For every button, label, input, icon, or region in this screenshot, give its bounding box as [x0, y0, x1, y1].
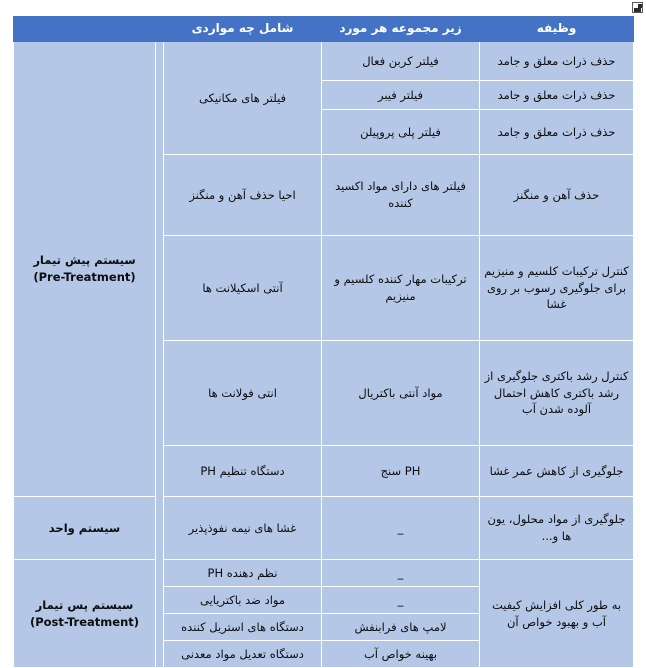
header-subset: زیر مجموعه هر مورد	[322, 17, 480, 42]
cell-function: حذف ذرات معلق و جامد	[480, 110, 634, 155]
table-row	[14, 42, 634, 81]
category-label-fa: سیستم پس تیمار	[35, 597, 134, 612]
table-row	[14, 497, 634, 560]
cell-subset: فیلتر فیبر	[322, 81, 480, 110]
cell-function: به طور کلی افزایش کیفیت آب و بهبود خواص آن	[480, 560, 634, 668]
cell-includes: دستگاه های استریل کننده	[164, 614, 322, 641]
cell-subset: مواد آنتی باکتریال	[322, 341, 480, 446]
category-label-en: (Post-Treatment)	[29, 614, 140, 629]
category-label-fa: سیستم پیش تیمار	[33, 253, 136, 268]
header-includes: شامل چه مواردی	[164, 17, 322, 42]
resize-anchor-icon[interactable]	[632, 2, 643, 13]
cell-includes: احیا حذف آهن و منگنز	[164, 155, 322, 236]
table-row	[14, 560, 634, 587]
gap-column	[156, 42, 164, 668]
category-pre-treatment	[14, 42, 156, 497]
cell-subset: فیلتر پلی پروپیلن	[322, 110, 480, 155]
cell-includes: آنتی اسکیلانت ها	[164, 236, 322, 341]
category-unit-system	[14, 497, 156, 560]
cell-subset: لامپ های فرابنفش	[322, 614, 480, 641]
header-category	[14, 17, 156, 42]
header-function: وظیفه	[480, 17, 634, 42]
cell-includes: فیلتر های مکانیکی	[164, 42, 322, 155]
cell-function: حذف ذرات معلق و جامد	[480, 42, 634, 81]
cell-includes: انتی فولانت ها	[164, 341, 322, 446]
cell-includes: مواد ضد باکتریایی	[164, 587, 322, 614]
cell-function: حذف آهن و منگنز	[480, 155, 634, 236]
header-gap	[156, 17, 164, 42]
cell-includes: غشا های نیمه نفوذپذیر	[164, 497, 322, 560]
cell-subset: ترکیبات مهار کننده کلسیم و منیزیم	[322, 236, 480, 341]
cell-function: جلوگیری از مواد محلول، یون ها و...	[480, 497, 634, 560]
ro-system-table	[13, 16, 634, 668]
cell-subset: PH سنج	[322, 446, 480, 497]
cell-includes: نظم دهنده PH	[164, 560, 322, 587]
cell-function: کنترل ترکیبات کلسیم و منیزیم برای جلوگیری رسوب بر روی غشا	[480, 236, 634, 341]
cell-subset: فیلتر کربن فعال	[322, 42, 480, 81]
cell-function: کنترل رشد باکتری جلوگیری از رشد باکتری کاهش احتمال آلوده شدن آب	[480, 341, 634, 446]
cell-subset: _	[322, 497, 480, 560]
cell-includes: دستگاه تعدیل مواد معدنی	[164, 641, 322, 668]
cell-subset: _	[322, 587, 480, 614]
table-body	[14, 42, 634, 668]
cell-subset: فیلتر های دارای مواد اکسید کننده	[322, 155, 480, 236]
category-label-en: (Pre-Treatment)	[33, 270, 136, 284]
cell-function: جلوگیری از کاهش عمر غشا	[480, 446, 634, 497]
category-post-treatment	[14, 560, 156, 668]
cell-function: حذف ذرات معلق و جامد	[480, 81, 634, 110]
category-label-fa: سیستم واحد	[48, 520, 121, 535]
cell-includes: دستگاه تنظیم PH	[164, 446, 322, 497]
cell-subset: بهینه خواص آب	[322, 641, 480, 668]
cell-subset: _	[322, 560, 480, 587]
table-header-row	[14, 17, 634, 42]
